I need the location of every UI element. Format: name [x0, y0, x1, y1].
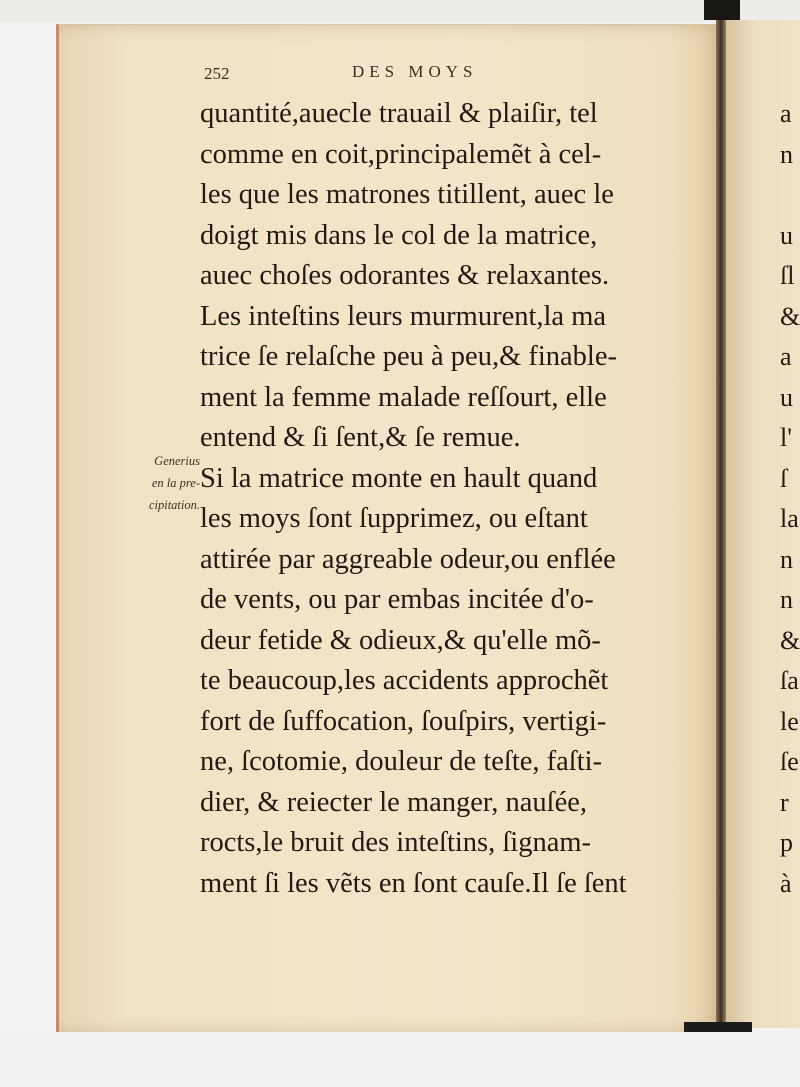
text-line: trice ſe relaſche peu à peu,& finable-	[200, 341, 617, 372]
next-page-fragment: n	[780, 139, 793, 169]
next-page-fragment: ſe	[780, 747, 799, 776]
next-page-fragment: &	[780, 301, 800, 331]
text-line: de vents, ou par embas incitée d'o-	[200, 584, 594, 615]
text-line: les que les matrones titillent, auec le	[200, 179, 614, 210]
text-line: deur fetide & odieux,& qu'elle mõ-	[200, 624, 601, 656]
scan-background-bottom	[0, 1032, 800, 1087]
next-page-fragment: n	[780, 585, 793, 614]
next-page-fragment: u	[780, 382, 793, 412]
book-spine-top	[704, 0, 740, 20]
text-line: dier, & reiecter le manger, nauſée,	[200, 786, 588, 818]
text-line: te beaucoup,les accidents approchẽt	[200, 665, 609, 696]
book-gutter	[716, 20, 726, 1040]
next-page-fragment: ſa	[780, 666, 799, 695]
scan-background-top	[0, 0, 800, 22]
next-page-fragment: à	[780, 868, 792, 898]
marginal-note	[104, 450, 200, 516]
text-line: entend & ſi ſent,& ſe remue.	[200, 422, 521, 453]
text-line: comme en coit,principalemẽt à cel-	[200, 138, 602, 170]
marginal-note-line: Generius	[154, 454, 200, 468]
next-page-text-fragments	[780, 94, 800, 904]
next-page-fragment	[780, 175, 800, 216]
next-page-fragment: n	[780, 544, 793, 574]
next-page-fragment: a	[780, 99, 792, 128]
text-line: Si la matrice monte en hault quand	[200, 462, 598, 494]
text-line: les moys ſont ſupprimez, ou eſtant	[200, 503, 588, 534]
text-line: fort de ſuffocation, ſouſpirs, vertigi-	[200, 705, 607, 737]
next-page-fragment: la	[780, 504, 799, 533]
marginal-note-line: cipitation.	[148, 498, 200, 512]
next-page-fragment: le	[780, 706, 799, 736]
next-page-fragment: a	[780, 342, 792, 371]
next-page-fragment: l'	[780, 423, 792, 452]
text-line: attirée par aggreable odeur,ou enflée	[200, 543, 616, 575]
page-number: 252	[204, 64, 230, 83]
next-page-fragment: r	[780, 787, 789, 817]
page-body-text	[200, 94, 650, 904]
marginal-note-line: en la pre-	[151, 476, 200, 490]
next-page-fragment: p	[780, 828, 793, 857]
next-page-fragment: &	[780, 625, 800, 655]
running-head	[200, 58, 640, 88]
text-line: doigt mis dans le col de la matrice,	[200, 219, 598, 251]
text-line: quantité,auecle trauail & plaiſir, tel	[200, 98, 598, 129]
next-page-fragment: ſl	[780, 261, 795, 290]
next-page-fragment: u	[780, 220, 793, 250]
text-line: rocts,le bruit des inteſtins, ſignam-	[200, 827, 592, 858]
text-line: ment ſi les vẽts en ſont cauſe.Il ſe ſent	[200, 867, 627, 899]
running-title: DES MOYS	[352, 62, 478, 81]
text-line: auec choſes odorantes & relaxantes.	[200, 260, 610, 291]
text-line: Les inteſtins leurs murmurent,la ma	[200, 300, 607, 332]
text-line: ment la femme malade reſſourt, elle	[200, 381, 607, 413]
text-line: ne, ſcotomie, douleur de teſte, faſti-	[200, 746, 603, 777]
next-page-fragment: ſ	[780, 463, 788, 493]
